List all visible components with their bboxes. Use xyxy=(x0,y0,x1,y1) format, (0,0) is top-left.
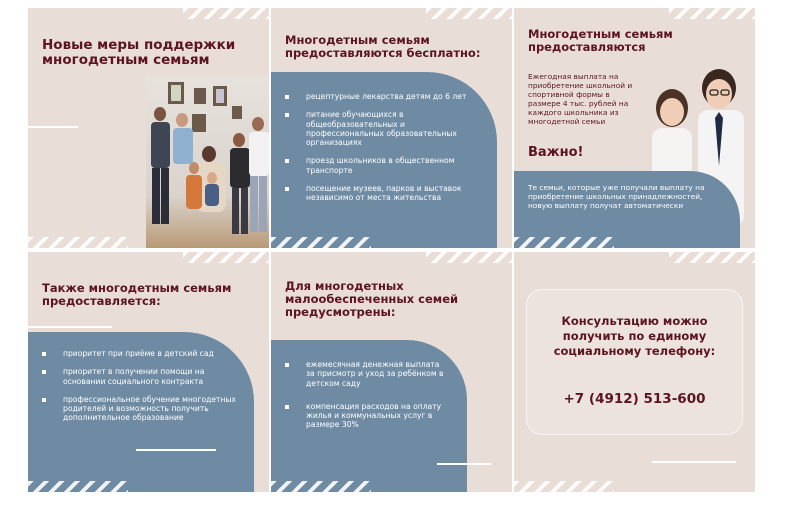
slide-1-title: Новые меры поддержки многодетным семьям xyxy=(42,37,236,69)
list-item xyxy=(285,110,473,147)
contact-box xyxy=(526,289,743,435)
bullet-icon xyxy=(285,159,289,163)
important-note: Те семьи, которые уже получали выплату на приобретение школьных принадлежностей, новую выплату получат автоматически xyxy=(528,183,705,211)
list-item xyxy=(285,156,473,175)
decor-line xyxy=(652,461,736,463)
list-item-text: питание обучающихся в общеобразовательных и профессиональных образовательных организациях xyxy=(306,110,457,147)
slide-2-title: Многодетным семьям предоставляются бесплатно: xyxy=(285,33,481,60)
decor-stripes xyxy=(28,237,128,248)
decor-stripes xyxy=(426,8,512,19)
list-item-text: ежемесячная денежная выплата за присмотр и уход за ребёнком в детском саду xyxy=(306,360,444,388)
important-heading: Важно! xyxy=(528,145,584,160)
slide-3-title: Многодетным семьям предоставляются xyxy=(528,27,673,54)
list-item xyxy=(42,395,248,423)
list-item-text: приоритет при приёме в детский сад xyxy=(63,349,214,358)
slide-4-title: Также многодетным семьям предоставляется: xyxy=(42,281,232,308)
bullet-icon xyxy=(285,363,289,367)
bullet-icon xyxy=(285,113,289,117)
list-item-text: проезд школьников в общественном транспорте xyxy=(306,156,455,175)
decor-stripes xyxy=(514,481,614,492)
decor-line xyxy=(28,326,112,328)
list-item xyxy=(285,402,450,430)
decor-stripes xyxy=(183,252,269,263)
family-photo xyxy=(146,76,269,248)
bullet-icon xyxy=(285,405,289,409)
list-item-text: посещение музеев, парков и выставок независимо от места жительства xyxy=(306,183,462,202)
decor-stripes xyxy=(28,481,128,492)
bullet-icon xyxy=(285,187,289,191)
decor-stripes xyxy=(514,237,614,248)
list-item-text: приоритет в получении помощи на основании социального контракта xyxy=(63,367,205,386)
list-item xyxy=(42,349,248,358)
slide-5 xyxy=(271,252,512,492)
list-item-text: профессиональное обучение многодетных родителей и возможность получить дополнительное образование xyxy=(63,394,236,423)
benefits-list xyxy=(285,92,473,211)
slide-2 xyxy=(271,8,512,248)
list-item-text: компенсация расходов на оплату жилья и коммунальных услуг в размере 30% xyxy=(306,401,442,430)
payment-description: Ежегодная выплата на приобретение школьной и спортивной формы в размере 4 тыс. рублей на каждого школьника из многодетной семьи xyxy=(528,72,633,127)
decor-stripes xyxy=(271,237,371,248)
phone-number[interactable]: +7 (4912) 513-600 xyxy=(563,391,706,407)
slide-4 xyxy=(28,252,269,492)
decor-stripes xyxy=(183,8,269,19)
slide-3 xyxy=(514,8,755,248)
slide-6 xyxy=(514,252,755,492)
list-item xyxy=(285,360,450,388)
decor-line xyxy=(28,126,78,128)
list-item-text: рецептурные лекарства детям до 6 лет xyxy=(306,92,467,101)
benefits-list xyxy=(42,349,248,432)
contact-text: Консультацию можно получить по единому социальному телефону: xyxy=(553,314,716,358)
benefits-list xyxy=(285,360,450,439)
bullet-icon xyxy=(285,95,289,99)
slide-1 xyxy=(28,8,269,248)
slide-5-title: Для многодетных малообеспеченных семей предусмотрены: xyxy=(285,279,459,319)
list-item xyxy=(285,92,473,101)
list-item xyxy=(285,184,473,203)
decor-stripes xyxy=(669,252,755,263)
decor-stripes xyxy=(271,481,371,492)
decor-stripes xyxy=(669,8,755,19)
bullet-icon xyxy=(42,370,46,374)
bullet-icon xyxy=(42,352,46,356)
bullet-icon xyxy=(42,398,46,402)
decor-line xyxy=(437,463,491,465)
list-item xyxy=(42,367,248,386)
decor-stripes xyxy=(426,252,512,263)
decor-line xyxy=(136,449,216,451)
